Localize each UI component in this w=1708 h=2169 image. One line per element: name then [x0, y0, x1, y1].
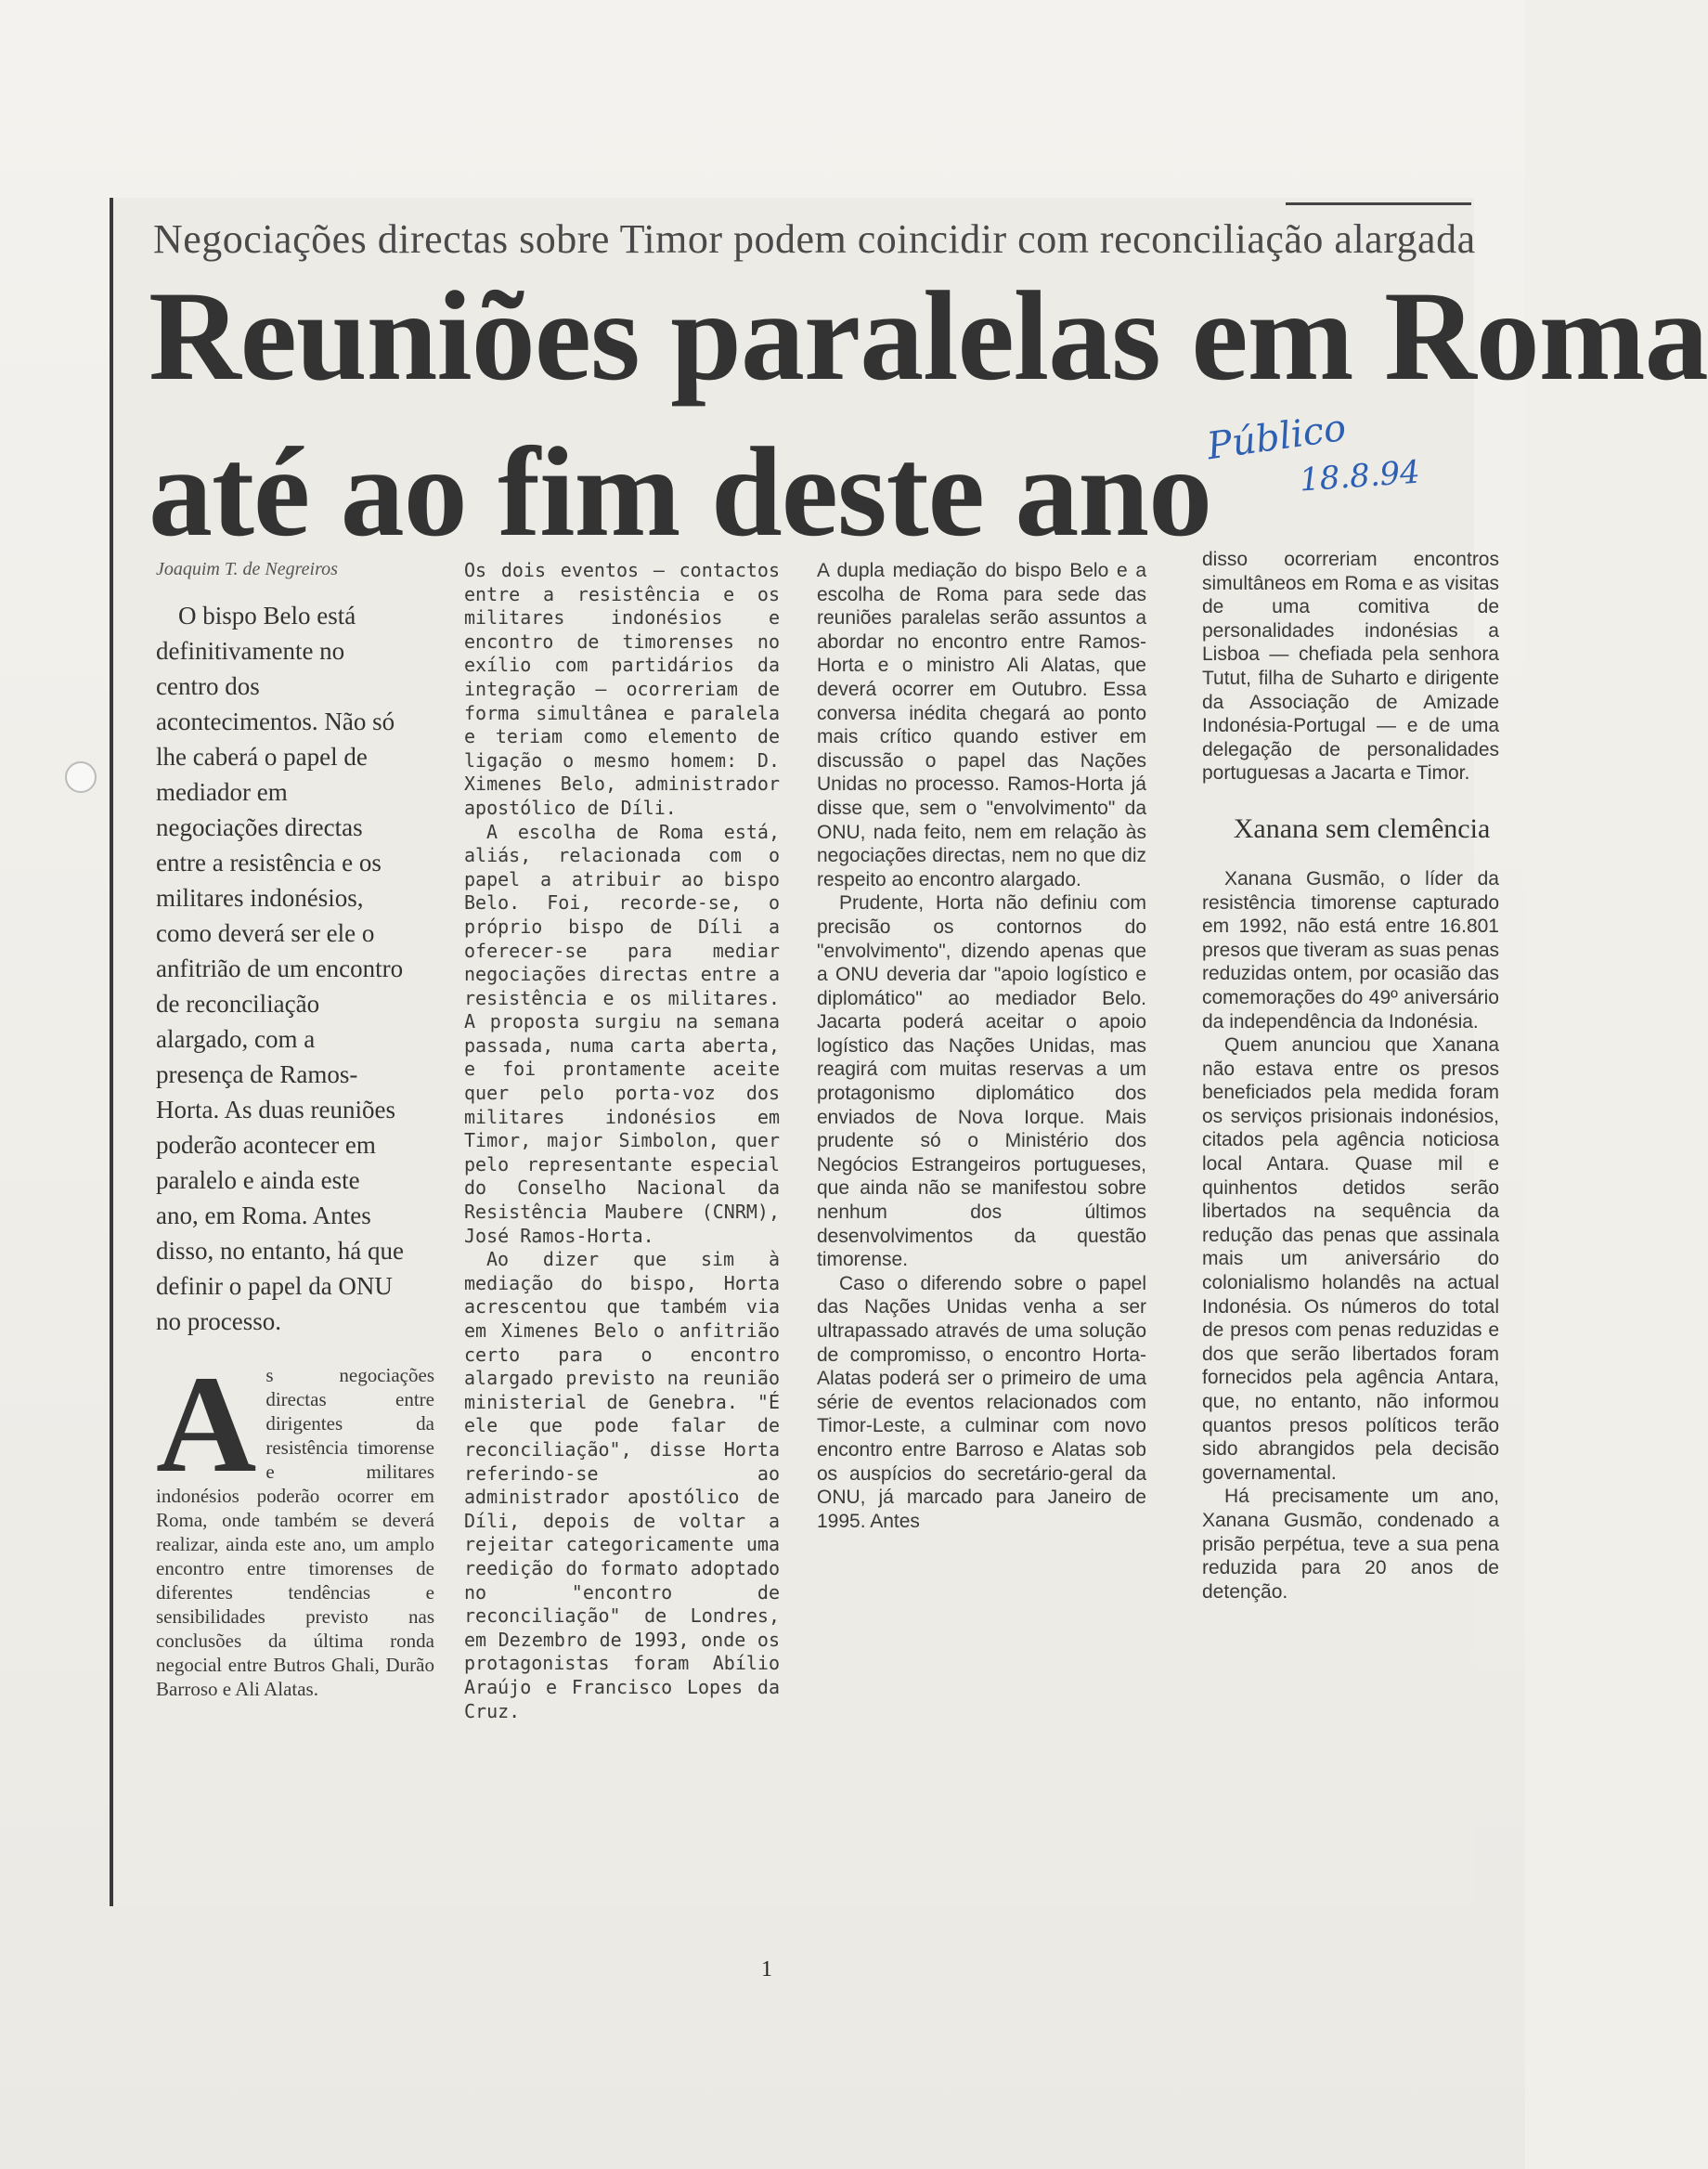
- column-1: [156, 557, 434, 1701]
- column-2-paragraph: A escolha de Roma está, aliás, relacionada com o papel a atribuir ao bispo Belo. Foi, recorde-se, o próprio bispo de Díli a oferecer-se para mediar negociações directas entre a resistência e os militares. A proposta surgiu na semana passada, numa carta aberta, e foi prontamente aceite quer pelo porta-voz dos militares indonésios em Timor, major Simbolon, quer pelo representante especial do Conselho Nacional da Resistência Maubere (CNRM), José Ramos-Horta.: [464, 820, 780, 1247]
- column-3-paragraph: Caso o diferendo sobre o papel das Nações Unidas venha a ser ultrapassado através de uma solução de compromisso, o encontro Horta-Alatas poderá ser o primeiro de uma série de eventos relacionados com Timor-Leste, a culminar com novo encontro entre Barroso e Alatas sob os auspícios do secretário-geral da ONU, já marcado para Janeiro de 1995. Antes: [817, 1272, 1146, 1532]
- clipping-top-rule: [1286, 202, 1471, 205]
- drop-cap: A: [156, 1347, 257, 1501]
- column-3-paragraph: Prudente, Horta não definiu com precisão os contornos do "envolvimento", dizendo apenas que a ONU deveria dar "apoio logístico e diplomático" ao mediador Belo. Jacarta poderá aceitar o apoio logístico das Nações Unidas, mas reagirá com muitas reservas a um protagonismo diplomático dos enviados de Nova Iorque. Mais prudente só o Ministério dos Negócios Estrangeiros portugueses, que ainda não se manifestou sobre nenhum dos últimos desenvolvimentos da questão timorense.: [817, 892, 1146, 1271]
- column-4-paragraph: Xanana Gusmão, o líder da resistência timorense capturado em 1992, não está entre 16.801 presos que tiveram as suas penas reduzidas ontem, por ocasião das comemorações do 49º aniversário da independência da Indonésia.: [1202, 867, 1499, 1033]
- column-2: [464, 559, 780, 1723]
- column-4-paragraph: Quem anunciou que Xanana não estava entre os presos beneficiados pela medida foram os serviços prisionais indonésios, citados pela agência noticiosa local Antara. Quase mil e quinhentos detidos serão libertados na sequência da redução das penas que assinala mais um aniversário do colonialismo holandês na actual Indonésia. Os números do total de presos com penas reduzidas e dos que serão libertados foram fornecidos pela agência Antara, que, no entanto, não informou quantos presos políticos terão sido abrangidos pela decisão governamental.: [1202, 1034, 1499, 1484]
- page-number: 1: [761, 1957, 772, 1981]
- column-2-paragraph: Os dois eventos — contactos entre a resistência e os militares indonésios e encontro de timorenses no exílio com partidários da integração — ocorreriam de forma simultânea e paralela e teriam como elemento de ligação o mesmo homem: D. Ximenes Belo, administrador apostólico de Díli.: [464, 559, 780, 819]
- column-4-paragraph: Há precisamente um ano, Xanana Gusmão, condenado a prisão perpétua, teve a sua pena reduzida para 20 anos de detenção.: [1202, 1486, 1499, 1603]
- subheading: Xanana sem clemência: [1233, 812, 1491, 844]
- headline-line-1: Reuniões paralelas em Roma: [149, 265, 1708, 407]
- column-4-paragraph: disso ocorreriam encontros simultâneos em Roma e as visitas de uma comitiva de personalidades indonésias a Lisboa — chefiada pela senhora Tutut, filha de Suharto e dirigente da Associação de Amizade Indonésia-Portugal — e de uma delegação de personalidades portuguesas a Jacarta e Timor.: [1202, 549, 1499, 785]
- headline-line-2: até ao fim deste ano: [149, 421, 1212, 563]
- article-overline: Negociações directas sobre Timor podem coincidir com reconciliação alargada: [153, 216, 1476, 262]
- column-2-paragraph: Ao dizer que sim à mediação do bispo, Horta acrescentou que também via em Ximenes Belo o anfitrião certo para o encontro alargado previsto na reunião ministerial de Genebra. "É ele que pode falar de reconciliação", disse Horta referindo-se ao administrador apostólico de Díli, depois de voltar a rejeitar categoricamente uma reedição do formato adoptado no "encontro de reconciliação" de Londres, em Dezembro de 1993, onde os protagonistas foram Abílio Araújo e Francisco Lopes da Cruz.: [464, 1248, 780, 1722]
- clipping-left-rule: [110, 198, 113, 1906]
- column-3: [817, 559, 1146, 1533]
- column-1-story: [156, 1347, 434, 1701]
- handwritten-date: 18.8.94: [1298, 453, 1422, 500]
- punch-hole-icon: [65, 761, 97, 793]
- column-1-story-text: s negociações directas entre dirigentes da resistência timorense e militares indonésios poderão ocorrer em Roma, onde também se deverá realizar, ainda este ano, um amplo encontro entre timorenses de diferentes tendências e sensibilidades previsto nas conclusões da última ronda negocial entre Butros Ghali, Durão Barroso e Ali Alatas.: [156, 1364, 434, 1700]
- column-4: [1202, 548, 1499, 1604]
- column-3-paragraph: A dupla mediação do bispo Belo e a escolha de Roma para sede das reuniões paralelas serão assuntos a abordar no encontro entre Ramos-Horta e o ministro Ali Alatas, que deverá ocorrer em Outubro. Essa conversa inédita chegará ao ponto mais crítico quando estiver em discussão o papel das Nações Unidas no processo. Ramos-Horta já disse que, sem o "envolvimento" da ONU, nada feito, nem em relação às negociações directas, nem no que diz respeito ao encontro alargado.: [817, 560, 1146, 890]
- byline: Joaquim T. de Negreiros: [156, 559, 338, 579]
- handwritten-source: Público: [1204, 406, 1349, 469]
- lede-paragraph: O bispo Belo está definitivamente no centro dos acontecimentos. Não só lhe caberá o papel de mediador em negociações directas entre a resistência e os militares indonésios, como deverá ser ele o anfitrião de um encontro de reconciliação alargado, com a presença de Ramos-Horta. As duas reuniões poderão acontecer em paralelo e ainda este ano, em Roma. Antes disso, no entanto, há que definir o papel da ONU no processo.: [156, 602, 404, 1335]
